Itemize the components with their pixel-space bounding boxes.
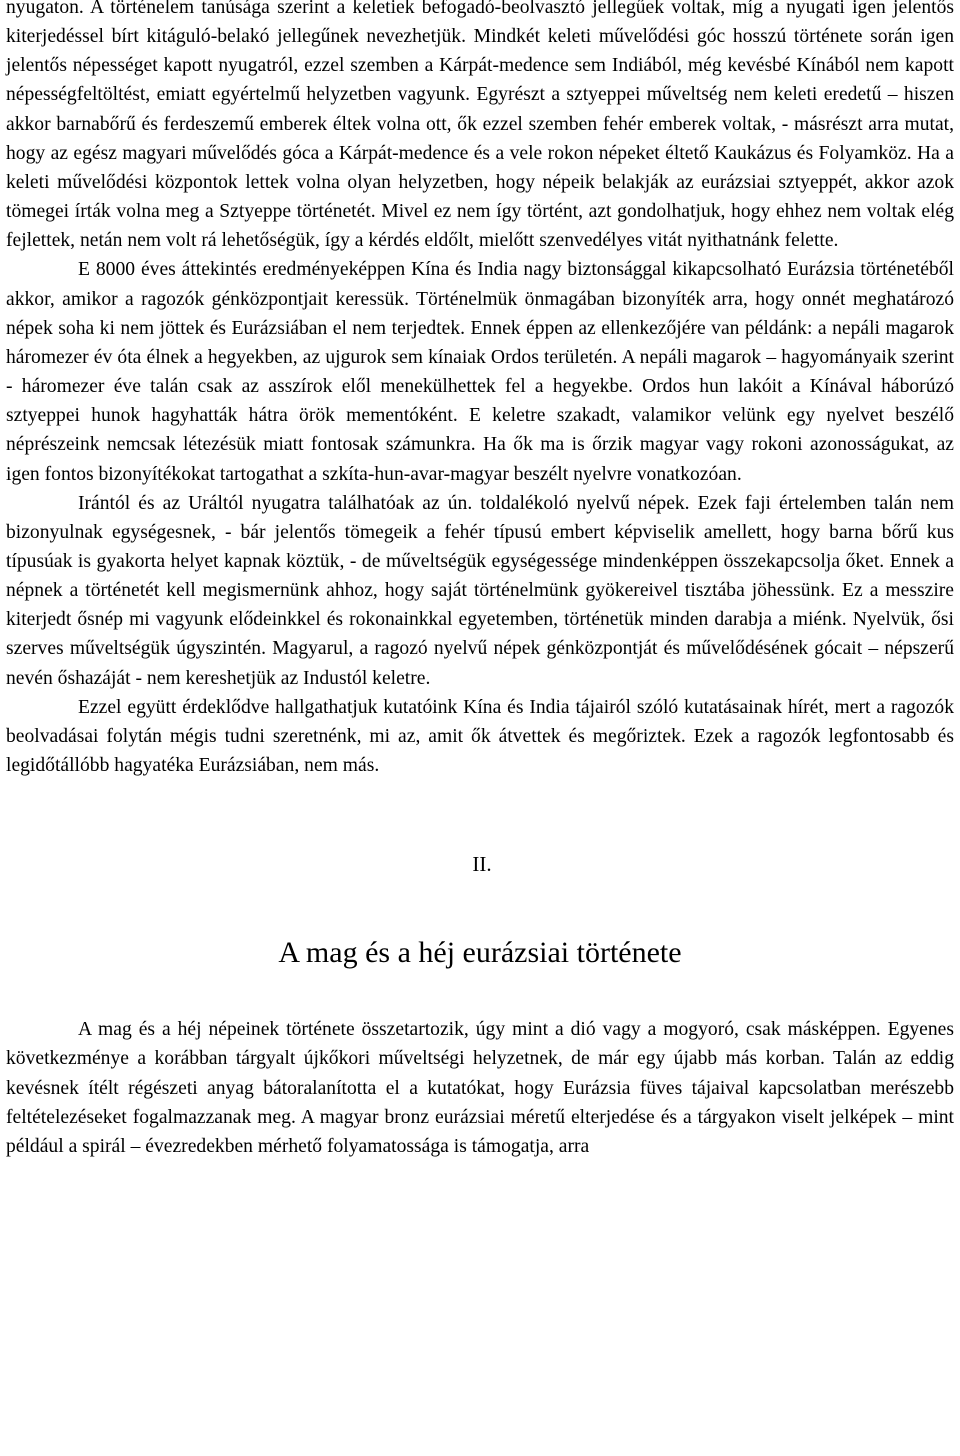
paragraph-3: Irántól és az Uráltól nyugatra találhatóak az ún. toldalékoló nyelvű népek. Ezek faji értelemben talán nem bizonyulnak egységesnek, - bár jelentős tömegeik a fehér típusú embert képviselik amellett, hogy barna bőrű kus típusúak is gyakorta helyet kapnak köztük, - de műveltségük egységessége mindenképpen összekapcsolja őket. Ennek a népnek a történetét kell megismernünk ahhoz, hogy saját történelmünk gyökereivel tisztába jöhessünk. Ez a messzire kiterjedt ősnép mi vagyunk elődeinkkel és rokonainkkal egyetemben, történetük minden darabja a miénk. Nyelvük, ősi szerves műveltségük úgyszintén. Magyarul, a ragozó nyelvű népek génközpontját és művelődésének gócait – népszerű nevén őshazáját - nem kereshetjük az Industól keletre. — [6, 492, 954, 689]
chapter-number: II. — [472, 852, 492, 877]
paragraph-2: E 8000 éves áttekintés eredményeképpen Kína és India nagy biztonsággal kikapcsolható Eurázsia történetéből akkor, amikor a ragozók génközpontjait keressük. Történelmük önmagában bizonyíték arra, hogy onnét meghatározó népek soha ki nem jöttek és Eurázsiában el nem terjedtek. Ennek éppen az ellenkezőjére van példánk: a nepáli magarok háromezer év óta élnek a hegyekben, az ujgurok sem kínaiak Ordos területén. A nepáli magarok – hagyományaik szerint - háromezer éve talán csak az asszírok elől menekülhettek fel a hegyekbe. Ordos hun lakóit a Kínával háborúzó sztyeppei hunok hagyhatták hátra örök mementóként. E keletre szakadt, valamikor velünk egy nyelvet beszélő néprészeink nemcsak létezésük miatt fontosak számunkra. Ha ők ma is őrzik magyar vagy rokoni azonosságukat, az igen fontos bizonyítékokat tartogathat a szkíta-hun-avar-magyar beszélt nyelvre vonatkozóan. — [6, 259, 954, 485]
chapter-title: A mag és a héj eurázsiai története — [278, 936, 682, 970]
paragraph-1: nyugaton. A történelem tanúsága szerint a keletiek befogadó-beolvasztó jellegűek voltak, míg a nyugati igen jelentős kiterjedéssel bírt kitáguló-belakó jellegűnek nevezhetjük. Mindkét keleti művelődési góc hosszú története során igen jelentős népességet kapott nyugatról, ezzel szemben a Kárpát-medence sem Indiából, még kevésbé Kínából nem kapott népességfeltöltést, emiatt egyértelmű helyzetben vagyunk. Egyrészt a sztyeppei műveltség nem keleti eredetű – hiszen akkor barnabőrű és ferdeszemű emberek éltek volna ott, ők ezzel szemben fehér emberek voltak, - másrészt arra mutat, hogy az egész magyari művelődés góca a Kárpát-medence és a vele rokon népeket éltető Kaukázus és Folyamköz. Ha a keleti művelődési központok lettek volna olyan helyzetben, hogy népeik belakják az eurázsiai sztyeppét, akkor azok tömegei írták volna meg a Sztyeppe történetét. Mivel ez nem így történt, azt gondolhatjuk, hogy ehhez nem voltak elég fejlettek, netán nem volt rá lehetőségük, így a kérdés eldőlt, mielőtt szenvedélyes vitát nyithatnánk felette. — [6, 0, 954, 252]
document-page — [6, 0, 954, 1161]
paragraph-5: A mag és a héj népeinek története összetartozik, úgy mint a dió vagy a mogyoró, csak másképpen. Egyenes következménye a korábban tárgyalt újkőkori műveltségi helyzetnek, de már egy újabb más korban. Talán az eddig kevésnek ítélt régészeti anyag bátoralanította el a kutatókat, hogy Eurázsia füves tájaival kapcsolatban merészebb feltételezéseket fogalmazzanak meg. A magyar bronz eurázsiai méretű elterjedése és a tárgyakon viselt jelképek – mint például a spirál – évezredekben mérhető folyamatossága is támogatja, arra — [6, 1019, 954, 1157]
paragraph-4: Ezzel együtt érdeklődve hallgathatjuk kutatóink Kína és India tájairól szóló kutatásainak hírét, mert a ragozók beolvadásai folytán mégis tudni szeretnénk, mi az, amit ők átvettek és megőriztek. Ezek a ragozók legfontosabb és legidőtállóbb hagyatéka Eurázsiában, nem más. — [6, 696, 954, 777]
